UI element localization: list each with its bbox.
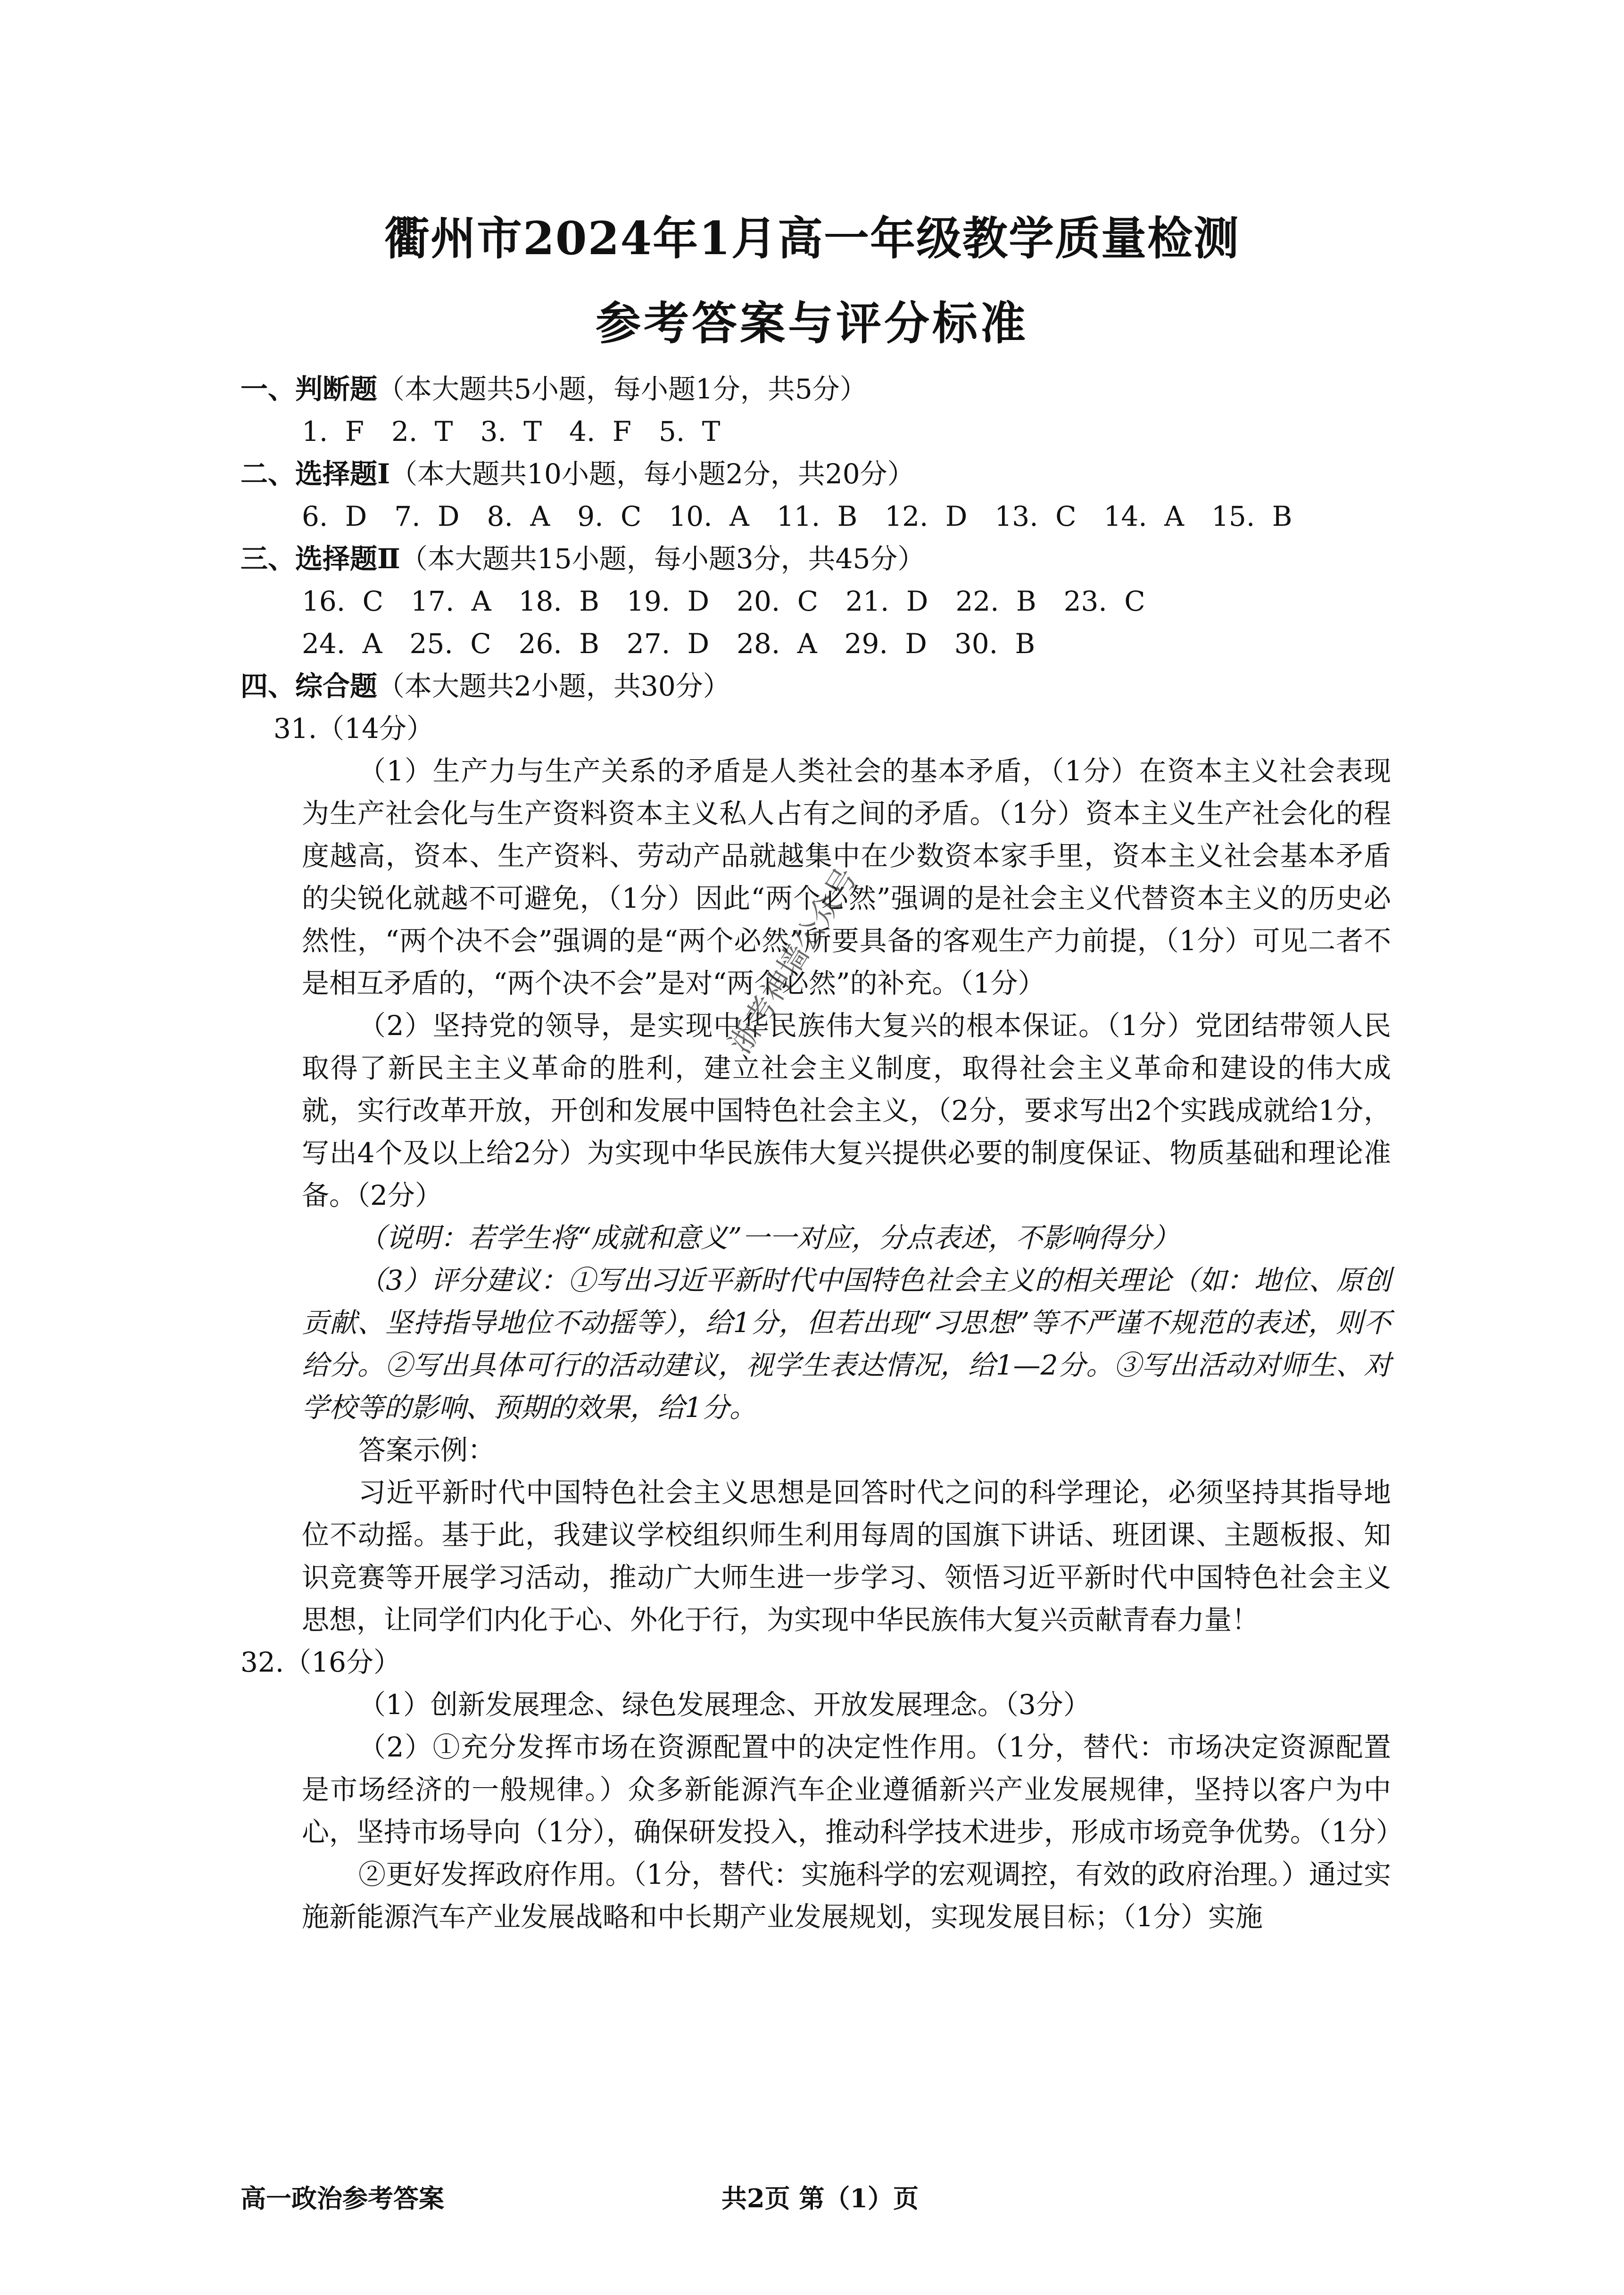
section-4-heading (240, 665, 1396, 707)
section-4-desc: （本大题共2小题，共30分） (377, 670, 730, 702)
footer-subject: 高一政治参考答案 (240, 2183, 444, 2213)
section-3-title: 三、选择题Ⅱ (240, 543, 400, 575)
page-subtitle: 参考答案与评分标准 (596, 297, 1028, 350)
question-31-part2-note: （说明：若学生将“成就和意义”一一对应，分点表述，不影响得分） (358, 1222, 1180, 1254)
question-31-part2: （2）坚持党的领导，是实现中华民族伟大复兴的根本保证。（1分）党团结带领人民取得了新民主主义革命的胜利，建立社会主义制度，取得社会主义革命和建设的伟大成就，实行改革开放，开创和发展中国特色社会主义，（2分，要求写出2个实践成就给1分，写出4个及以上给2分）为实现中华民族伟大复兴提供必要的制度保证、物质基础和理论准备。（2分） (302, 1010, 1391, 1211)
question-31-example: 习近平新时代中国特色社会主义思想是回答时代之问的科学理论，必须坚持其指导地位不动摇。基于此，我建议学校组织师生利用每周的国旗下讲话、班团课、主题板报、知识竞赛等开展学习活动，推动广大师生进一步学习、领悟习近平新时代中国特色社会主义思想，让同学们内化于心、外化于行，为实现中华民族伟大复兴贡献青春力量！ (302, 1476, 1391, 1636)
page-title: 衢州市2024年1月高一年级教学质量检测 (384, 212, 1240, 265)
question-32-part2: （2）①充分发挥市场在资源配置中的决定性作用。（1分，替代：市场决定资源配置是市场经济的一般规律。）众多新能源汽车企业遵循新兴产业发展规律，坚持以客户为中心，坚持市场导向（1分），确保研发投入，推动科学技术进步，形成市场竞争优势。（1分） (302, 1731, 1403, 1848)
section-1-desc: （本大题共5小题，每小题1分，共5分） (377, 373, 867, 405)
section-3-desc: （本大题共15小题，每小题3分，共45分） (400, 543, 925, 575)
answer-content (0, 368, 1624, 1938)
footer-page-number: 共2页 第（1）页 (721, 2183, 919, 2213)
section-2-answers: 6. D 7. D 8. A 9. C 10. A 11. B 12. D 13. C 14. A 15. B (302, 500, 1293, 532)
question-32-part1: （1）创新发展理念、绿色发展理念、开放发展理念。（3分） (358, 1689, 1091, 1721)
section-4-title: 四、综合题 (240, 670, 378, 702)
question-32-label: 32.（16分） (240, 1646, 401, 1678)
section-3-answers-line1: 16. C 17. A 18. B 19. D 20. C 21. D 22. B 23. C (302, 585, 1145, 617)
section-2-title: 二、选择题Ⅰ (240, 458, 390, 490)
section-2-heading (240, 453, 1396, 495)
question-31-label: 31.（14分） (273, 713, 434, 745)
watermark: 浙考神墙公众号 (722, 862, 864, 1060)
question-31-part1: （1）生产力与生产关系的矛盾是人类社会的基本矛盾，（1分）在资本主义社会表现为生产社会化与生产资料资本主义私人占有之间的矛盾。（1分）资本主义生产社会化的程度越高，资本、生产资料、劳动产品就越集中在少数资本家手里，资本主义社会基本矛盾的尖锐化就越不可避免，（1分）因此“两个必然”强调的是社会主义代替资本主义的历史必然性，“两个决不会”强调的是“两个必然”所要具备的客观生产力前提，（1分）可见二者不是相互矛盾的，“两个决不会”是对“两个必然”的补充。（1分） (302, 755, 1391, 999)
section-2-desc: （本大题共10小题，每小题2分，共20分） (390, 458, 915, 490)
section-1-title: 一、判断题 (240, 373, 378, 405)
section-1-answers: 1. F 2. T 3. T 4. F 5. T (302, 415, 721, 447)
question-31-part3: （3）评分建议：①写出习近平新时代中国特色社会主义的相关理论（如：地位、原创贡献、坚持指导地位不动摇等），给1分，但若出现“习思想”等不严谨不规范的表述，则不给分。②写出具体可行的活动建议，视学生表达情况，给1—2分。③写出活动对师生、对学校等的影响、预期的效果，给1分。 (302, 1264, 1391, 1424)
section-1-heading (240, 368, 1396, 410)
question-31-example-label: 答案示例： (358, 1434, 496, 1466)
section-3-heading (240, 538, 1396, 580)
section-3-answers-line2: 24. A 25. C 26. B 27. D 28. A 29. D 30. B (302, 628, 1036, 660)
question-32-part2-gov: ②更好发挥政府作用。（1分，替代：实施科学的宏观调控，有效的政府治理。）通过实施新能源汽车产业发展战略和中长期产业发展规划，实现发展目标；（1分）实施 (302, 1858, 1391, 1933)
